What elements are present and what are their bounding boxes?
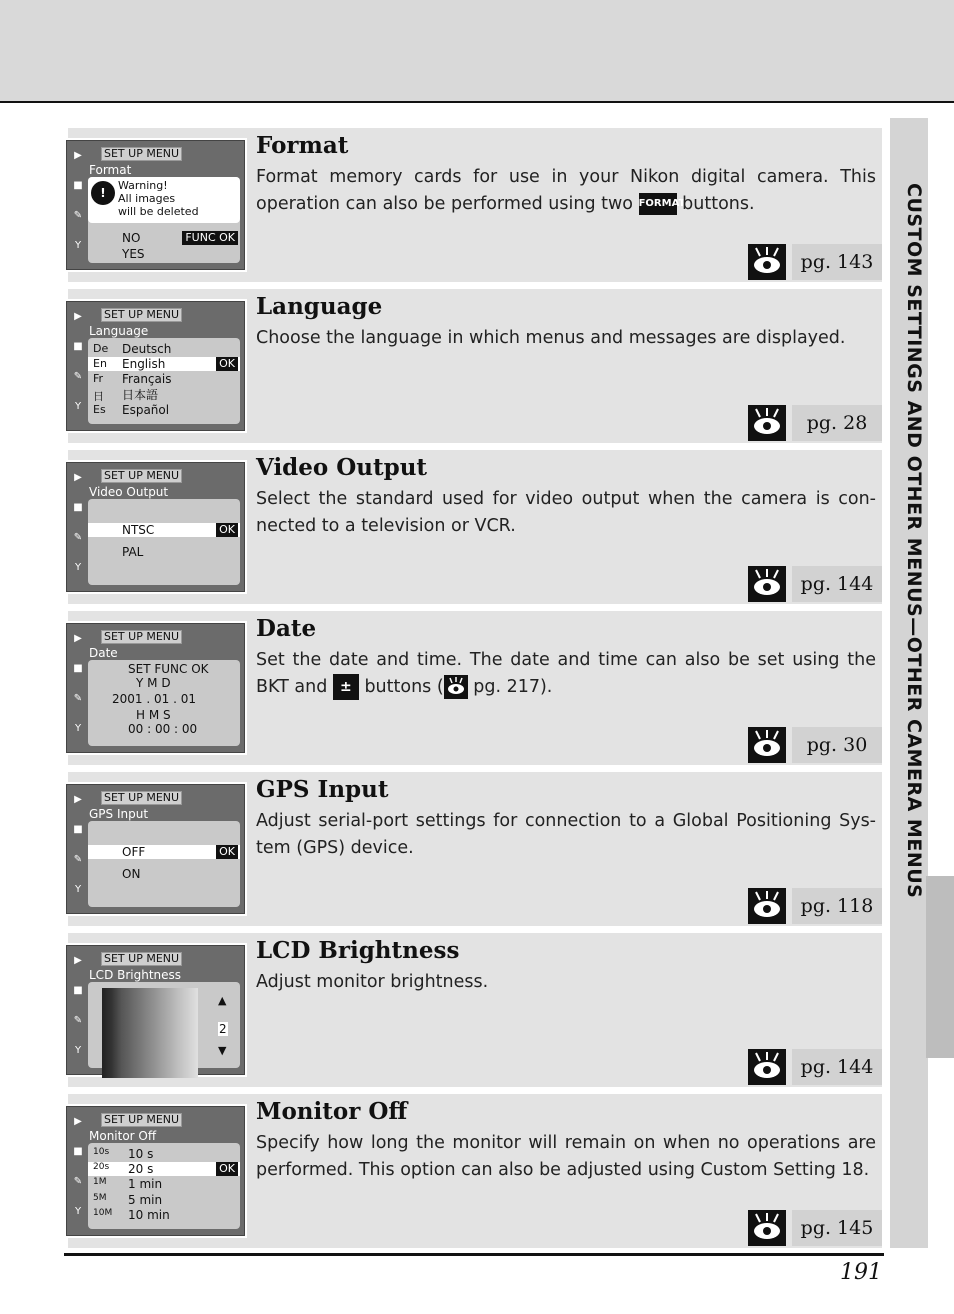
section-title: Video Output xyxy=(256,454,428,481)
eye-reference-icon xyxy=(748,1049,786,1085)
section-title: GPS Input xyxy=(256,776,389,803)
warning-icon: ! xyxy=(91,181,115,205)
down-arrow-icon: ▼ xyxy=(218,1044,227,1057)
page-reference: pg. 145 xyxy=(748,1210,882,1246)
section-date xyxy=(64,611,884,765)
lcd-screenshot: ▶ ■ ✎ Y SET UP MENU Date SET FUNC OK Y M D 2001 . 01 . 01 H M S 00 : 00 : 00 xyxy=(64,621,247,755)
section-title: LCD Brightness xyxy=(256,937,460,964)
play-icon: ▶ xyxy=(74,472,82,483)
up-arrow-icon: ▲ xyxy=(218,994,227,1007)
lcd-selected-option: NTSC OK xyxy=(88,523,240,537)
lcd-title: LCD Brightness xyxy=(89,968,182,982)
camera-icon: ■ xyxy=(73,663,83,674)
wrench-icon: Y xyxy=(74,1206,82,1217)
ok-badge: OK xyxy=(216,357,238,371)
wrench-icon: Y xyxy=(74,1045,82,1056)
section-text: Select the standard used for video output when the camera is con-nected to a television or VCR. xyxy=(256,489,876,536)
camera-icon: ■ xyxy=(73,1146,83,1157)
section-text: Format memory cards for use in your Nikon digital camera. This operation can also be performed using two FORMAT buttons. xyxy=(256,167,876,214)
play-icon: ▶ xyxy=(74,1116,82,1127)
brightness-level: 2 xyxy=(219,1022,227,1036)
camera-icon: ■ xyxy=(73,502,83,513)
section-title: Format xyxy=(256,132,349,159)
menu-head: SET UP MENU xyxy=(101,308,182,322)
bottom-rule xyxy=(64,1253,884,1256)
lcd-title: Format xyxy=(89,163,132,177)
menu-head: SET UP MENU xyxy=(101,952,182,966)
camera-icon: ■ xyxy=(73,824,83,835)
page-number: 191 xyxy=(840,1260,882,1285)
lcd-screenshot: ▶ ■ ✎ Y SET UP MENU Video Output NTSC OK PAL xyxy=(64,460,247,594)
ok-badge: OK xyxy=(216,845,238,859)
pencil-icon: ✎ xyxy=(73,210,83,221)
play-icon: ▶ xyxy=(74,311,82,322)
play-icon: ▶ xyxy=(74,955,82,966)
lcd-selected-option: 20 s OK xyxy=(88,1162,240,1176)
eye-reference-icon xyxy=(748,405,786,441)
ok-badge: FUNC OK xyxy=(182,231,238,245)
menu-head: SET UP MENU xyxy=(101,630,182,644)
eye-reference-icon xyxy=(748,888,786,924)
format-button-icon: FORMAT xyxy=(639,193,677,215)
lcd-screenshot: ▶ ■ ✎ Y SET UP MENU Language De Deutsch English OK En Fr Français 日 日本語 Es Español xyxy=(64,299,247,433)
top-band xyxy=(0,0,954,103)
section-title: Date xyxy=(256,615,317,642)
section-gps-input xyxy=(64,772,884,926)
eye-reference-icon xyxy=(748,566,786,602)
menu-head: SET UP MENU xyxy=(101,469,182,483)
lcd-title: Language xyxy=(89,324,149,338)
ok-badge: OK xyxy=(216,1162,238,1176)
wrench-icon: Y xyxy=(74,240,82,251)
wrench-icon: Y xyxy=(74,401,82,412)
eye-reference-icon xyxy=(748,1210,786,1246)
section-text: Adjust monitor brightness. xyxy=(256,972,489,992)
page-reference: pg. 28 xyxy=(748,405,882,441)
lcd-option: NO xyxy=(122,231,141,245)
lcd-title: Video Output xyxy=(89,485,169,499)
eye-reference-icon xyxy=(748,244,786,280)
camera-icon: ■ xyxy=(73,985,83,996)
section-title: Monitor Off xyxy=(256,1098,408,1125)
section-monitor-off xyxy=(64,1094,884,1248)
menu-head: SET UP MENU xyxy=(101,791,182,805)
menu-head: SET UP MENU xyxy=(101,147,182,161)
ok-badge: OK xyxy=(216,523,238,537)
lcd-screenshot xyxy=(64,943,247,1077)
wrench-icon: Y xyxy=(74,562,82,573)
eye-reference-icon xyxy=(444,675,468,699)
section-text: Specify how long the monitor will remain on when no operations are performed. This option can also be adjusted using Custom Setting 18. xyxy=(256,1133,876,1180)
camera-icon: ■ xyxy=(73,341,83,352)
camera-icon: ■ xyxy=(73,180,83,191)
lcd-screenshot: ▶ ■ ✎ Y SET UP MENU GPS Input OFF OK ON xyxy=(64,782,247,916)
section-text: Set the date and time. The date and time can also be set using the BKT and ± buttons ( pg. 217). xyxy=(256,647,876,701)
page-reference: pg. 143 xyxy=(748,244,882,280)
play-icon: ▶ xyxy=(74,150,82,161)
side-chapter-title: CUSTOM SETTINGS AND OTHER MENUS—OTHER CAMERA MENUS xyxy=(903,183,925,899)
section-video-output xyxy=(64,450,884,604)
pencil-icon: ✎ xyxy=(73,371,83,382)
exposure-compensation-icon: ± xyxy=(333,674,359,700)
pencil-icon: ✎ xyxy=(73,693,83,704)
section-lcd-brightness xyxy=(64,933,884,1087)
page-reference: pg. 30 xyxy=(748,727,882,763)
page-reference: pg. 118 xyxy=(748,888,882,924)
lcd-selected-option: English OK xyxy=(88,357,240,371)
play-icon: ▶ xyxy=(74,794,82,805)
lcd-title: Date xyxy=(89,646,118,660)
pencil-icon: ✎ xyxy=(73,1176,83,1187)
wrench-icon: Y xyxy=(74,884,82,895)
eye-reference-icon xyxy=(748,727,786,763)
brightness-gradient xyxy=(102,988,198,1078)
pencil-icon: ✎ xyxy=(73,854,83,865)
side-tab-marker xyxy=(926,876,954,1058)
lcd-title: GPS Input xyxy=(89,807,149,821)
section-format xyxy=(64,128,884,282)
section-text: Adjust serial-port settings for connection to a Global Positioning Sys-tem (GPS) device. xyxy=(256,811,876,858)
pencil-icon: ✎ xyxy=(73,1015,83,1026)
lcd-screenshot: ▶ ■ ✎ Y SET UP MENU Format ! Warning! All images will be deleted NO FUNC OK YES xyxy=(64,138,247,272)
section-title: Language xyxy=(256,293,383,320)
section-language xyxy=(64,289,884,443)
page-reference: pg. 144 xyxy=(748,566,882,602)
page-reference: pg. 144 xyxy=(748,1049,882,1085)
lcd-selected-option: OFF OK xyxy=(88,845,240,859)
section-text: Choose the language in which menus and messages are displayed. xyxy=(256,328,846,348)
wrench-icon: Y xyxy=(74,723,82,734)
lcd-title: Monitor Off xyxy=(89,1129,157,1143)
lcd-option: YES xyxy=(122,247,145,261)
pencil-icon: ✎ xyxy=(73,532,83,543)
lcd-screenshot: ▶ ■ ✎ Y SET UP MENU Monitor Off 10s 10 s 20 s OK 20s 1M 1 min 5M 5 min 10M 10 min xyxy=(64,1104,247,1238)
play-icon: ▶ xyxy=(74,633,82,644)
menu-head: SET UP MENU xyxy=(101,1113,182,1127)
